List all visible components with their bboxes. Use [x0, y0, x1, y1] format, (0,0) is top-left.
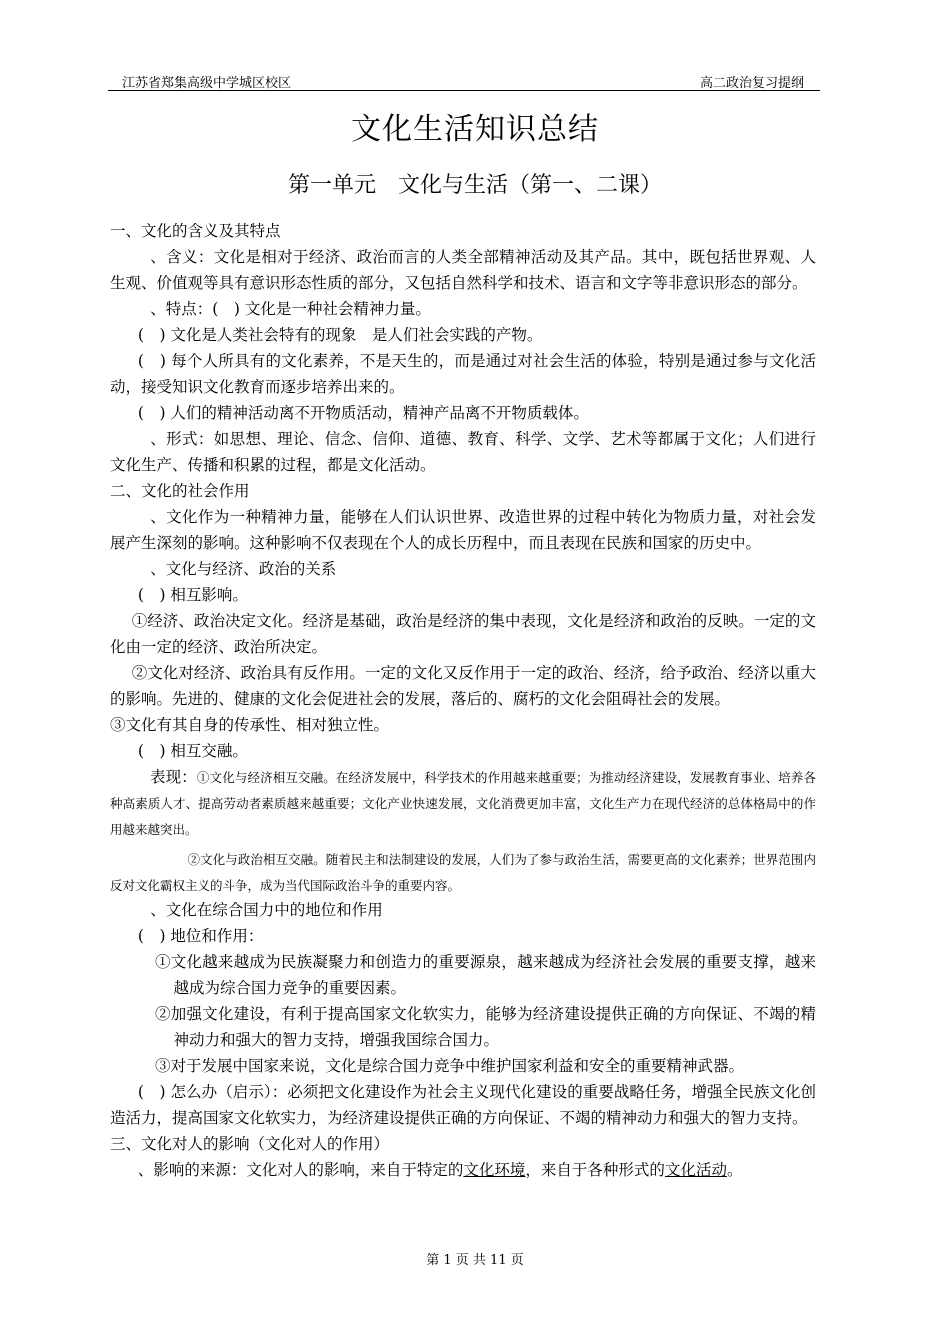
list-item: ③对于发展中国家来说，文化是综合国力竞争中维护国家利益和安全的重要精神武器。 — [154, 1057, 744, 1075]
paragraph: 、特点：( ) 文化是一种社会精神力量。 — [150, 300, 431, 318]
header-school: 江苏省郑集高级中学城区校区 — [122, 76, 292, 91]
paragraph: 、文化与经济、政治的关系 — [150, 560, 337, 578]
paragraph: 、含义：文化是相对于经济、政治而言的人类全部精神活动及其产品。其中，既包括世界观、人生观、价值观等具有意识形态性质的部分，又包括自然科学和技术、语言和文字等非意识形态的部分。 — [110, 248, 816, 292]
paragraph-text: ，来自于各种形式的 — [525, 1161, 665, 1179]
paragraph: ( ) 怎么办（启示）：必须把文化建设作为社会主义现代化建设的重要战略任务，增强全民族文化创造活力，提高国家文化软实力，为经济建设提供正确的方向保证、不竭的精神动力和强大的智力支持。 — [110, 1083, 816, 1127]
paragraph: ( ) 每个人所具有的文化素养，不是天生的，而是通过对社会生活的体验，特别是通过参与文化活动，接受知识文化教育而逐步培养出来的。 — [110, 352, 816, 396]
paragraph-text: ①文化与经济相互交融。在经济发展中，科学技术的作用越来越重要；为推动经济建设，发展教育事业、培养各种高素质人才、提高劳动者素质越来越重要；文化产业快速发展，文化消费更加丰富，文化生产力在现代经济的总体格局中的作用越来越突出。 — [110, 770, 816, 837]
unit-subtitle-main: 第一单元 文化与生活 — [287, 173, 508, 198]
paragraph: ①经济、政治决定文化。经济是基础，政治是经济的集中表现，文化是经济和政治的反映。一定的文化由一定的经济、政治所决定。 — [110, 612, 816, 656]
paragraph: ③文化有其自身的传承性、相对独立性。 — [110, 716, 390, 734]
section-heading: 一、文化的含义及其特点 — [110, 222, 281, 240]
paragraph: ( ) 人们的精神活动离不开物质活动，精神产品离不开物质载体。 — [137, 404, 589, 422]
paragraph-text: 。 — [726, 1161, 743, 1179]
paragraph — [110, 1157, 816, 1183]
paragraph: ( ) 相互交融。 — [137, 742, 248, 760]
page-header — [108, 72, 820, 91]
document-body — [110, 218, 816, 1183]
list-item: ②加强文化建设，有利于提高国家文化软实力，能够为经济建设提供正确的方向保证、不竭的精神动力和强大的智力支持，增强我国综合国力。 — [154, 1005, 816, 1049]
paragraph: ②文化对经济、政治具有反作用。一定的文化又反作用于一定的政治、经济，给予政治、经济以重大的影响。先进的、健康的文化会促进社会的发展，落后的、腐朽的文化会阻碍社会的发展。 — [110, 664, 816, 708]
paragraph: ( ) 文化是人类社会特有的现象 是人们社会实践的产物。 — [137, 326, 543, 344]
paragraph: ( ) 地位和作用： — [137, 927, 264, 945]
section-heading: 二、文化的社会作用 — [110, 482, 250, 500]
underlined-term: 文化活动 — [664, 1161, 727, 1179]
header-course: 高二政治复习提纲 — [699, 76, 804, 91]
underlined-term: 文化环境 — [463, 1161, 526, 1179]
paragraph: ②文化与政治相互交融。随着民主和法制建设的发展，人们为了参与政治生活，需要更高的文化素养；世界范围内反对文化霸权主义的斗争，成为当代国际政治斗争的重要内容。 — [110, 852, 816, 893]
list-item: ①文化越来越成为民族凝聚力和创造力的重要源泉，越来越成为经济社会发展的重要支撑，越来越成为综合国力竞争的重要因素。 — [154, 953, 816, 997]
paragraph: 、文化在综合国力中的地位和作用 — [150, 901, 383, 919]
unit-subtitle-lessons: （第一、二课） — [508, 173, 663, 198]
section-heading: 三、文化对人的影响（文化对人的作用） — [110, 1135, 390, 1153]
document-title: 文化生活知识总结 — [351, 112, 599, 147]
paragraph — [110, 764, 816, 843]
unit-subtitle — [0, 168, 950, 199]
paragraph: ( ) 相互影响。 — [137, 586, 248, 604]
paragraph-label: 表现： — [150, 768, 197, 786]
paragraph: 、文化作为一种精神力量，能够在人们认识世界、改造世界的过程中转化为物质力量，对社会发展产生深刻的影响。这种影响不仅表现在个人的成长历程中，而且表现在民族和国家的历史中。 — [110, 508, 816, 552]
paragraph: 、形式：如思想、理论、信念、信仰、道德、教育、科学、文学、艺术等都属于文化；人们进行文化生产、传播和积累的过程，都是文化活动。 — [110, 430, 816, 474]
paragraph-text: 、影响的来源：文化对人的影响，来自于特定的 — [137, 1161, 464, 1179]
page-number: 第 1 页 共 11 页 — [426, 1253, 524, 1268]
